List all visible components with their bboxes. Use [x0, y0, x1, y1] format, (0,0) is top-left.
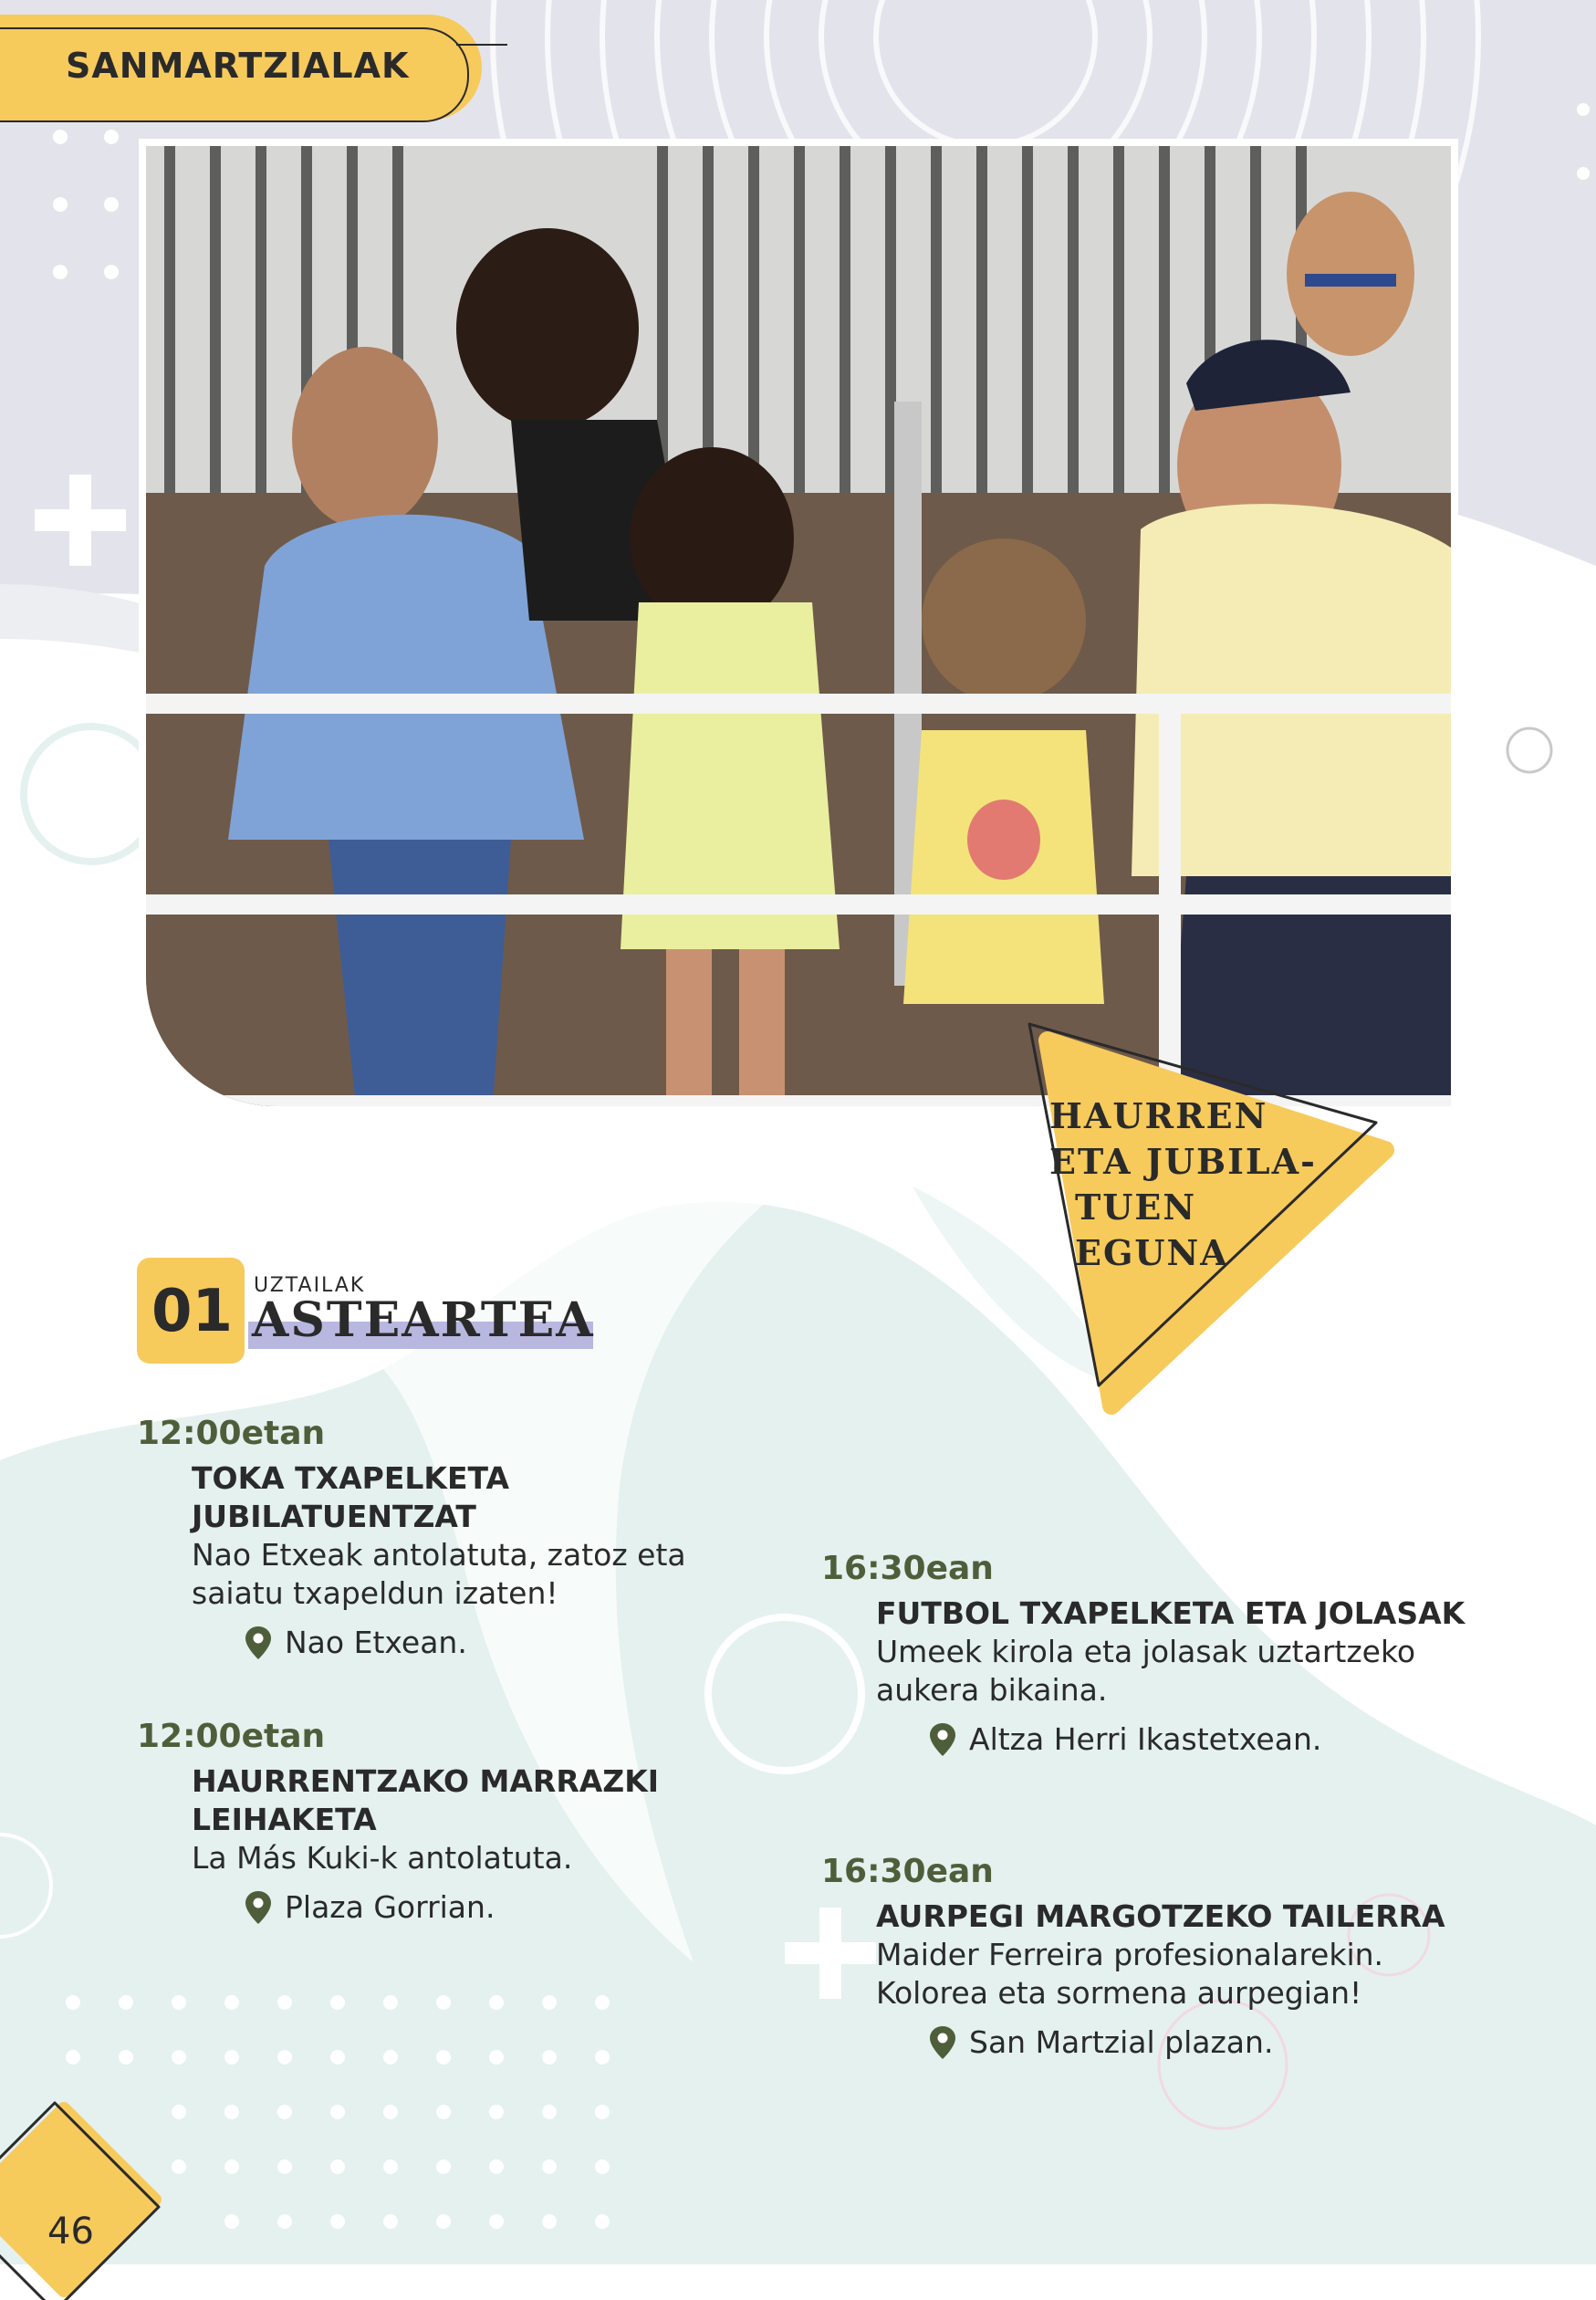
event-photo [139, 139, 1458, 1113]
event-location [245, 1888, 739, 1927]
badge-line: ETA JUBILA- [1049, 1141, 1317, 1182]
event-time: 12:00etan [137, 1718, 326, 1755]
header-line [456, 44, 507, 46]
event-description: Nao Etxeak antolatuta, zatoz eta saiatu txapeldun izaten! [192, 1537, 686, 1611]
section-title: SANMARTZIALAK [66, 46, 410, 86]
event-location-text: San Martzial plazan. [969, 2024, 1274, 2060]
location-pin-icon [245, 1626, 272, 1660]
badge-line: HAURREN [1049, 1095, 1268, 1136]
event-description: La Más Kuki-k antolatuta. [192, 1840, 573, 1876]
event-location [245, 1624, 739, 1662]
event-description: Maider Ferreira profesionalarekin. Kolorea eta sormena aurpegian! [876, 1937, 1384, 2011]
event-item [821, 1853, 1497, 2062]
event-item [821, 1550, 1497, 1759]
page-number: 46 [47, 2211, 94, 2253]
event-title: HAURRENTZAKO MARRAZKI LEIHAKETA [192, 1763, 660, 1837]
event-time: 16:30ean [821, 1853, 994, 1890]
location-pin-icon [929, 2025, 956, 2060]
event-location-text: Nao Etxean. [285, 1625, 467, 1660]
event-location-text: Altza Herri Ikastetxean. [969, 1721, 1322, 1757]
badge-line: TUEN [1075, 1187, 1197, 1228]
event-item [137, 1718, 739, 1927]
event-title: AURPEGI MARGOTZEKO TAILERRA [876, 1898, 1445, 1934]
photo-illustration [146, 146, 1451, 1106]
badge-line: EGUNA [1075, 1232, 1229, 1273]
event-title: FUTBOL TXAPELKETA ETA JOLASAK [876, 1595, 1466, 1631]
date-number: 01 [151, 1278, 234, 1345]
location-pin-icon [245, 1890, 272, 1925]
date-month: UZTAILAK [254, 1274, 366, 1297]
event-title: TOKA TXAPELKETA JUBILATUENTZAT [192, 1460, 510, 1534]
page-number-diamond [0, 2099, 164, 2300]
event-location-text: Plaza Gorrian. [285, 1889, 495, 1925]
badge-text [1049, 1093, 1323, 1276]
date-weekday: ASTEARTEA [252, 1292, 595, 1348]
location-pin-icon [929, 1722, 956, 1757]
event-description: Umeek kirola eta jolasak uztartzeko aukera bikaina. [876, 1634, 1416, 1708]
event-time: 12:00etan [137, 1415, 326, 1452]
event-time: 16:30ean [821, 1550, 994, 1587]
event-item [137, 1415, 739, 1662]
event-location [929, 1720, 1497, 1759]
event-location [929, 2023, 1497, 2062]
